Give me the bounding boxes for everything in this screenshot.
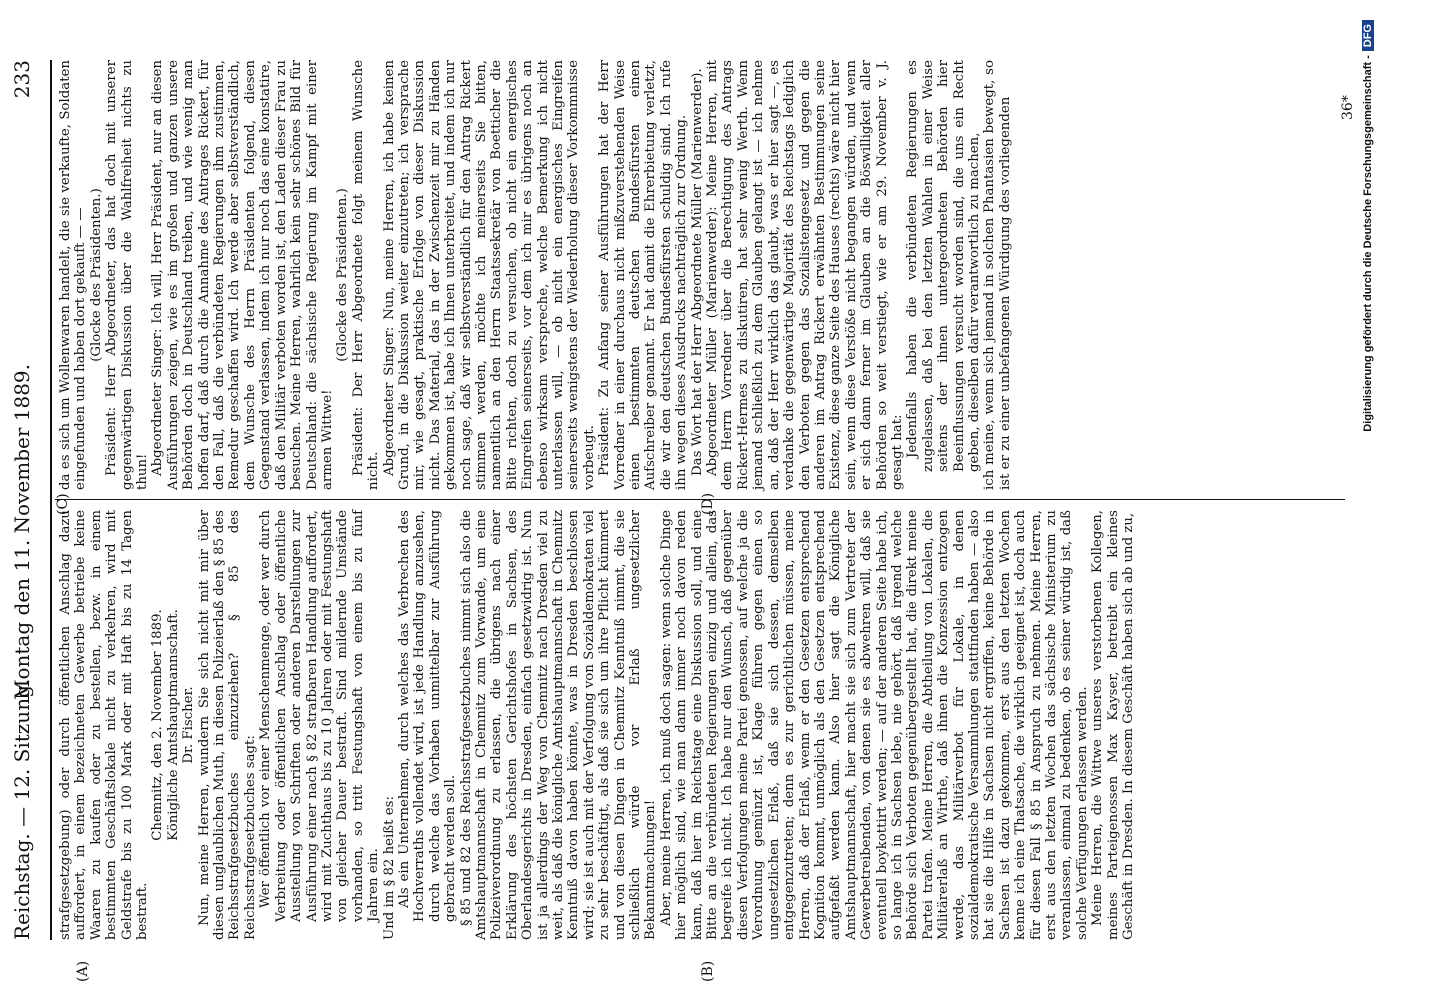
footer-text: Digitalisierung gefördert durch die Deutsche Forschungsgemeinschaft -: [1362, 55, 1374, 432]
right-column: [58, 60, 1013, 490]
paragraph: Abgeordneter Müller (Marienwerder): Meine Herren, mit dem Herrn Vorredner über die Berechtigung des Antrags Rickert-Hermes zu diskutiren, hat sehr wenig Werth. Wenn jemand schließlich zu dem Glauben gelangt ist — ich nehme an, daß der Herr wirklich das glaubt, was er hier sagt —, es verdanke die gegenwärtige Majorität des Reichstags lediglich den Verboten gegen das Sozialistengesetz und gegen die anderen im Antrag Rickert erwähnten Bestimmungen seine Existenz, diese ganze Seite des Hauses (rechts) wäre nicht hier sein, wenn diese Verstöße nicht begangen würden, und wenn er sich dann ferner im Glauben an die Böswilligkeit aller Behörden so weit verstiegt, wie er am 29. November v. J. gesagt hat:: [705, 60, 905, 490]
dateline: Chemnitz, den 2. November 1889.: [150, 609, 166, 841]
signature-mark: 36*: [1340, 95, 1356, 120]
paragraph: strafgesetzgebung) oder durch öffentlichen Anschlag dazu auffordert, in einem bezeichneten Gewerbe betriebe keine Waaren zu kaufen oder zu bestellen, bezw. in einem bestimmten Geschäftslokale nicht zu verkehren, wird mit Geldstrafe bis zu 100 Mark oder mit Haft bis zu 14 Tagen bestraft.: [58, 510, 151, 940]
left-column: [58, 510, 1136, 940]
header-divider: [50, 60, 52, 940]
stage-direction: (Glocke des Präsidenten.): [88, 188, 104, 362]
margin-letter-a: (A): [75, 960, 91, 982]
signature-name: Dr. Fischer.: [181, 686, 197, 764]
header-date: Montag den 11. November 1889.: [10, 363, 34, 700]
paragraph: Präsident: Herr Abgeordneter, das hat doch mit unserer gegenwärtigen Diskussion über die Wahlfreiheit nichts zu thun!: [104, 60, 151, 490]
paragraph: Präsident: Zu Anfang seiner Ausführungen hat der Herr Vorredner in einer durchaus nicht mißzuverstehenden Weise einen bestimmten deutschen Bundesfürsten einen Aufschreiber genannt. Er hat damit die Ehrerbietung verletzt, die wir den deutschen Bundesfürsten schuldig sind. Ich rufe ihn wegen dieses Ausdrucks nachträglich zur Ordnung.: [597, 60, 690, 490]
dfg-logo: DFG: [1362, 20, 1374, 51]
paragraph: Abgeordneter Singer: Nun, meine Herren, ich habe keinen Grund, in die Diskussion weiter einzutreten; ich versprache mir, wie gesagt, praktische Erfolge von dieser Diskussion nicht. Das Material, das in der Zwischenzeit mir zu Händen gekommen ist, habe ich Ihnen unterbreitet, und indem ich nur noch sage, daß wir selbstverständlich für den Antrag Rickert stimmen werden, möchte ich meinerseits Sie bitten, namentlich an den Herrn Staatssekretär von Boetticher die Bitte richten, doch zu versuchen, ob nicht ein energisches Eingreifen seinerseits, vor dem ich mir es übrigens noch an ebenso wirksam verspreche, welche Bemerkung ich nicht unterlassen will, — ob nicht ein energisches Eingreifen seinerseits wenigstens der Wiederholung dieser Vorkommnisse vorbeugt.: [381, 60, 597, 490]
paragraph: Und im § 82 heißt es:: [381, 796, 397, 940]
paragraph: Meine Herren, die Wittwe unseres verstorbenen Kollegen, meines Parteigenossen Max Kayser, betreibt ein kleines Geschäft in Dresden. In diesem Geschäft haben sich ab und zu,: [1090, 510, 1137, 940]
authority: Königliche Amtshauptmannschaft.: [165, 609, 181, 841]
quote: Wer öffentlich vor einer Menschenmenge, oder wer durch Verbreitung oder öffentlichen Anschlag oder öffentliche Ausstellung von Schriften oder anderen Darstellungen zur Ausführung einer nach § 82 strafbaren Handlung auffordert, wird mit Zuchthaus bis zu 10 Jahren oder mit Festungshaft von gleicher Dauer bestraft. Sind mildernde Umstände vorhanden, so tritt Festungshaft von einem bis zu fünf Jahren ein.: [258, 510, 382, 922]
stage-direction: (Glocke des Präsidenten.): [335, 188, 351, 362]
paragraph: da es sich um Wollenwaren handelt, die sie verkaufte, Soldaten eingefunden und haben dort gekauft — —: [58, 60, 89, 490]
margin-letter-d: (D): [700, 492, 716, 515]
paragraph: Aber, meine Herren, ich muß doch sagen: wenn solche Dinge hier möglich sind, wie man dann immer noch davon reden kann, daß hier im Reichstage eine Diskussion soll, und eine Bitte an die verbündeten Regierungen einzig und allein, das begreife ich nicht. Ich habe nur den Wunsch, daß gegenüber diesen Verfolgungen meine Partei genossen, auf welche ja die Verordnung gemünzt ist, Klage führen gegen einen so ungesetzlichen Erlaß, daß sie sich dessen, demselben entgegenzutreten; denn es zur gerichtlichen müssen, meine Herren, daß der Erlaß, wenn er den Gesetzen entsprechend Kognition kommt, unmöglich als den Gesetzen entsprechend aufgefaßt werden kann. Also hier sagt die Königliche Amtshauptmannschaft, hier macht sie sich zum Vertreter der Gewerbetreibenden, von denen sie es abwehren will, daß sie eventuell boykottirt werden; — auf der anderen Seite habe ich, so lange ich in Sachsen lebe, nie gehört, daß irgend welche Behörde sich Verboten gegenübergestellt hat, die direkt meine Partei trafen. Meine Herren, die Abtheilung von Lokalen, die Militärerlaß an Wirthe, daß ihnen die Konzession entzogen werde, das Militärverbot für Lokale, in denen sozialdemokratische Versammlungen stattfinden haben — also hat sie die Hilfe in Sachsen nicht ergriffen, keine Behörde in Sachsen ist dazu gekommen, erst aus den letzten Wochen kenne ich eine Thatsache, die wirklich geeignet ist, doch auch für diesen Fall § 85 in Anspruch zu nehmen. Meine Herren, erst aus den letzten Wochen das sächsische Ministerium zu veranlassen, einmal zu bedenken, ob es seiner würdig ist, daß solche Verfügungen erlassen werden.: [658, 510, 1090, 940]
digitization-footer: [1362, 20, 1374, 980]
paragraph: Präsident: Der Herr Abgeordnete folgt meinem Wunsche nicht.: [350, 60, 382, 490]
margin-letter-b: (B): [700, 960, 716, 982]
paragraph: Nun, meine Herren, wundern Sie sich nicht mit mir über diesen unglaublichen Muth, in diesen Polizeierlaß den § 85 des Reichsstrafgesetzbuches einzuziehen? § 85 des Reichsstrafgesetzbuches sagt:: [196, 510, 258, 940]
quote: Jedenfalls haben die verbündeten Regierungen es zugelassen, daß bei den letzten Wahlen in einer Weise seitens der ihnen untergeordneten Behörden hier Beeinflussungen versucht worden sind, die uns ein Recht geben, dieselben dafür verantwortlich zu machen,: [905, 60, 982, 472]
paragraph: Abgeordneter Singer: Ich will, Herr Präsident, nur an diesen Ausführungen zeigen, wie es im großen und ganzen unsere Behörden doch in Deutschland treiben, und wie wenig man hoffen darf, daß durch die Annahme des Antrages Rickert, für den Fall, daß die verbündeten Regierungen ihm zustimmen, Remedur geschaffen wird. Ich werde aber selbstverständlich, dem Wunsche des Herrn Präsidenten folgend, diesen Gegenstand verlassen, indem ich nur noch das eine konstatire, daß den Militär verboten worden ist, den Laden dieser Frau zu besuchen. Meine Herren, wahrlich kein sehr schönes Bild für Deutschland: die sächsische Regierung im Kampf mit einer armen Wittwe!: [150, 60, 335, 490]
paragraph: ich meine, wenn sich jemand in solchen Phantasien bewegt, so ist er zu einer unbefangenen Würdigung des vorliegenden: [982, 60, 1013, 490]
paragraph: Das Wort hat der Herr Abgeordnete Müller (Marienwerder).: [689, 68, 705, 476]
quote: Als ein Unternehmen, durch welches das Verbrechen des Hochverraths vollendet wird, ist jede Handlung anzusehen, durch welche das Vorhaben unmittelbar zur Ausführung gebracht werden soll.: [396, 510, 459, 922]
page-header: [10, 60, 50, 940]
margin-letter-c: (C): [55, 493, 71, 515]
page-number: 233: [10, 60, 34, 99]
header-left: Reichstag. — 12. Sitzung.: [10, 678, 34, 940]
paragraph: § 85 und 82 des Reichsstrafgesetzbuches nimmt sich also die Amtshauptmannschaft in Chemnitz zum Vorwande, um eine Polizeiverordnung zu erlassen, die übrigens nach einer Erklärung des höchsten Gerichtshofes in Sachsen, des Oberlandesgerichts in Dresden, einfach gesetzwidrig ist. Nun ist ja allerdings der Weg von Chemnitz nach Dresden viel zu weit, als daß die königliche Amtshauptmannschaft in Chemnitz Kenntniß davon haben könnte, was in Dresden beschlossen wird; sie ist auch mit der Verfolgung von Sozialdemokraten viel zu sehr beschäftigt, als daß sie sich um ihre Pflicht kümmert und von diesen Dingen in Chemnitz Kenntniß nimmt, die sie schließlich würde vor Erlaß ungesetzlicher Bekanntmachungen!: [458, 510, 659, 940]
